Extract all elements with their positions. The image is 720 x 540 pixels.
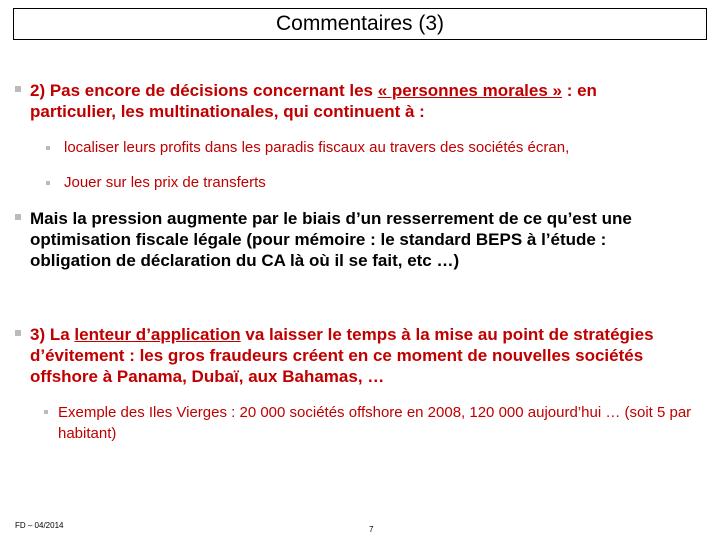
sub-bullet-icon — [46, 181, 50, 185]
sub-bullet-icon — [46, 146, 50, 150]
slide-title-text: Commentaires (3) — [275, 12, 445, 35]
bullet-square-icon — [15, 330, 21, 336]
point-3-highlight: lenteur d’application — [74, 325, 241, 344]
point-1-prefix: 2) Pas encore de décisions concernant les — [30, 81, 378, 100]
point-1-subitem-1: localiser leurs profits dans les paradis fiscaux au travers des sociétés écran, — [64, 139, 570, 156]
point-3-subitem: Exemple des Iles Vierges : 20 000 sociétés offshore en 2008, 120 000 aujourd’hui … (soit 5 par habitant) — [58, 404, 692, 442]
slide-title — [13, 8, 707, 40]
bullet-square-icon — [15, 86, 21, 92]
point-2: Mais la pression augmente par le biais d’un resserrement de ce qu’est une optimisation fiscale légale (pour mémoire : le standard BEPS à l’étude : obligation de déclaration du CA là où il se fait, etc …) — [30, 209, 632, 270]
point-1 — [30, 80, 680, 122]
bullet-square-icon — [15, 214, 21, 220]
point-1-highlight: « personnes morales » — [377, 81, 562, 100]
point-3 — [30, 324, 695, 387]
sub-bullet-icon — [44, 410, 48, 414]
point-3-prefix: 3) La — [30, 325, 75, 344]
point-3-suffix: va laisser le temps à la mise au point de stratégies d’évitement : les gros fraudeurs créent en ce moment de nouvelles sociétés offshore à Panama, Dubaï, aux Bahamas, … — [30, 325, 654, 386]
page-number: 7 — [369, 525, 374, 534]
point-1-suffix: : en particulier, les multinationales, qui continuent à : — [30, 81, 597, 121]
footer-date: FD – 04/2014 — [15, 521, 64, 530]
point-1-subitem-2: Jouer sur les prix de transferts — [64, 174, 266, 191]
